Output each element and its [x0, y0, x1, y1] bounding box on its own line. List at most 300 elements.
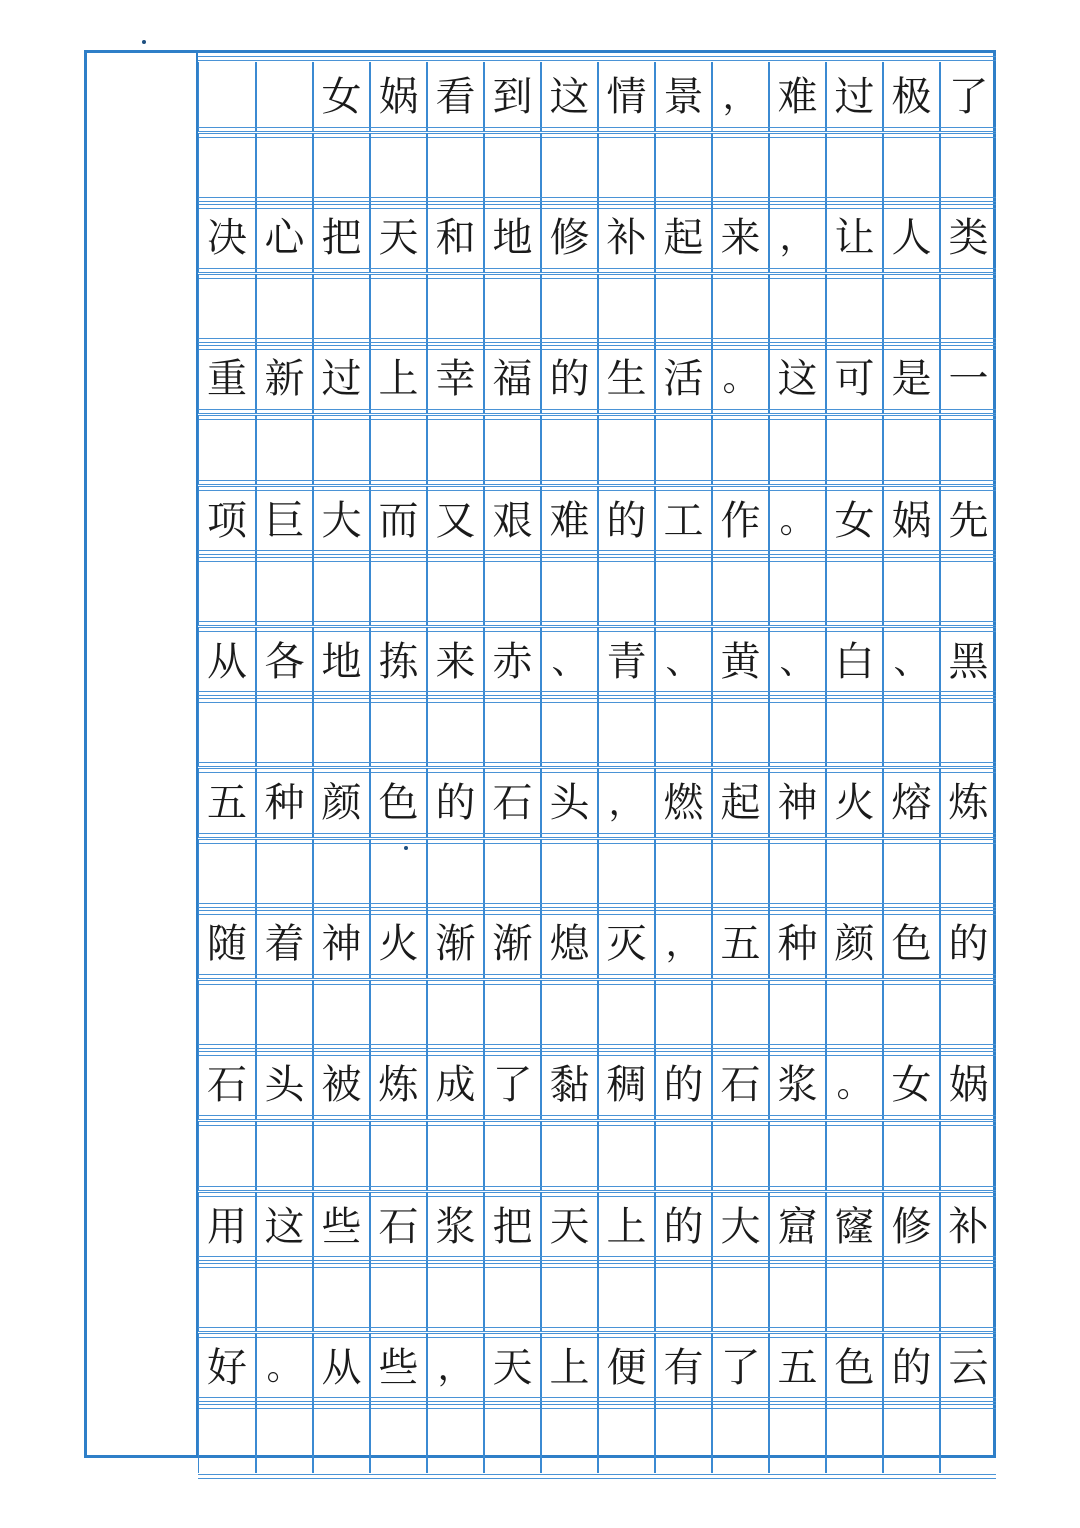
grid-cell — [312, 556, 369, 626]
grid-cell: 浆 — [768, 1050, 825, 1120]
grid-cell: 五 — [768, 1333, 825, 1403]
grid-cell: 石 — [369, 1192, 426, 1262]
writing-row — [198, 627, 996, 697]
grid-cell — [426, 1262, 483, 1332]
grid-cell: 头 — [255, 1050, 312, 1120]
grid-cell — [312, 415, 369, 485]
grid-cell: 上 — [540, 1333, 597, 1403]
grid-cell — [312, 133, 369, 203]
grid-cell: 大 — [711, 1192, 768, 1262]
grid-cell — [540, 556, 597, 626]
grid-cell — [654, 1121, 711, 1191]
grid-cell — [255, 980, 312, 1050]
grid-cell — [312, 839, 369, 909]
grid-cell — [483, 1403, 540, 1473]
grid-cell: 情 — [597, 62, 654, 132]
grid-cell — [426, 697, 483, 767]
grid-cell: 。 — [825, 1050, 882, 1120]
grid-cell — [198, 1121, 255, 1191]
grid-cell — [540, 1262, 597, 1332]
grid-cell: 修 — [540, 203, 597, 273]
grid-cell — [426, 556, 483, 626]
grid-cell: 的 — [939, 909, 996, 979]
grid-cell — [654, 980, 711, 1050]
grid-cell: 燃 — [654, 768, 711, 838]
grid-cell — [312, 980, 369, 1050]
grid-cell: 这 — [540, 62, 597, 132]
grid-cell — [825, 133, 882, 203]
grid-cell: 这 — [768, 344, 825, 414]
grid-cell: ， — [654, 909, 711, 979]
grid-cell — [768, 1121, 825, 1191]
grid-cell — [882, 1403, 939, 1473]
grid-cell: 黄 — [711, 627, 768, 697]
grid-cell — [198, 1403, 255, 1473]
grid-cell: 修 — [882, 1192, 939, 1262]
grid-cell: 一 — [939, 344, 996, 414]
grid-cell — [198, 62, 255, 132]
grid-cell: 成 — [426, 1050, 483, 1120]
grid-cell: 神 — [768, 768, 825, 838]
grid-cell: 生 — [597, 344, 654, 414]
grid-cell — [711, 1262, 768, 1332]
grid-cell: 石 — [711, 1050, 768, 1120]
grid-cell: 工 — [654, 486, 711, 556]
grid-cell: 炼 — [369, 1050, 426, 1120]
grid-cell: 色 — [882, 909, 939, 979]
grid-cell — [198, 133, 255, 203]
grid-cell: 补 — [939, 1192, 996, 1262]
grid-cell — [198, 274, 255, 344]
grid-cell: 好 — [198, 1333, 255, 1403]
grid-cell — [312, 697, 369, 767]
grid-cell: 被 — [312, 1050, 369, 1120]
grid-cell — [597, 1262, 654, 1332]
grid-cell: 类 — [939, 203, 996, 273]
grid-cell: 了 — [483, 1050, 540, 1120]
grid-cell: 看 — [426, 62, 483, 132]
grid-cell: 拣 — [369, 627, 426, 697]
grid-cell: 艰 — [483, 486, 540, 556]
grid-cell: 的 — [654, 1050, 711, 1120]
grid-cell: 从 — [198, 627, 255, 697]
grid-cell: 这 — [255, 1192, 312, 1262]
grid-cell — [198, 697, 255, 767]
grid-cell — [312, 1121, 369, 1191]
grid-cell: 种 — [255, 768, 312, 838]
grid-cell — [597, 133, 654, 203]
grid-cell — [369, 415, 426, 485]
blank-row — [198, 697, 996, 767]
blank-row — [198, 133, 996, 203]
grid-cell: 难 — [540, 486, 597, 556]
grid-cell — [597, 1121, 654, 1191]
grid-cell: 到 — [483, 62, 540, 132]
grid-cell: 人 — [882, 203, 939, 273]
grid-cell: 随 — [198, 909, 255, 979]
grid-cell: 熔 — [882, 768, 939, 838]
grid-cell — [426, 980, 483, 1050]
ink-speck — [142, 40, 146, 44]
grid-cell: 色 — [369, 768, 426, 838]
grid-cell — [939, 839, 996, 909]
grid-cell — [711, 556, 768, 626]
grid-cell — [255, 1403, 312, 1473]
grid-cell: 作 — [711, 486, 768, 556]
grid-cell: 让 — [825, 203, 882, 273]
grid-cell — [369, 274, 426, 344]
grid-cell: 黑 — [939, 627, 996, 697]
grid-cell: 地 — [312, 627, 369, 697]
grid-cell: 石 — [198, 1050, 255, 1120]
grid-cell: 新 — [255, 344, 312, 414]
grid-cell — [540, 697, 597, 767]
grid-cell: 景 — [654, 62, 711, 132]
grid-cell — [540, 415, 597, 485]
grid-cell — [711, 980, 768, 1050]
grid-cell: ， — [768, 203, 825, 273]
grid-cell: 又 — [426, 486, 483, 556]
grid-cell — [825, 274, 882, 344]
grid-cell: 天 — [540, 1192, 597, 1262]
grid-cell: 颜 — [825, 909, 882, 979]
grid-cell — [483, 839, 540, 909]
grid-cell — [597, 556, 654, 626]
grid-cell: 上 — [369, 344, 426, 414]
grid-cell: 了 — [939, 62, 996, 132]
grid-cell: 女 — [312, 62, 369, 132]
grid-cell — [654, 274, 711, 344]
grid-cell — [198, 556, 255, 626]
grid-cell — [255, 133, 312, 203]
grid-cell — [768, 1262, 825, 1332]
grid-cell — [939, 980, 996, 1050]
blank-row — [198, 1262, 996, 1332]
grid-cell: 大 — [312, 486, 369, 556]
grid-cell — [198, 980, 255, 1050]
blank-row — [198, 839, 996, 909]
grid-cell — [825, 697, 882, 767]
grid-cell — [369, 697, 426, 767]
grid-cell — [711, 1403, 768, 1473]
grid-cell — [654, 1403, 711, 1473]
grid-cell — [882, 839, 939, 909]
grid-cell: 把 — [483, 1192, 540, 1262]
writing-row — [198, 486, 996, 556]
grid-cell: 来 — [711, 203, 768, 273]
grid-cell — [597, 415, 654, 485]
grid-cell — [597, 274, 654, 344]
grid-cell — [198, 839, 255, 909]
writing-row — [198, 203, 996, 273]
grid-cell — [768, 980, 825, 1050]
grid-cell — [426, 839, 483, 909]
grid-cell — [540, 133, 597, 203]
grid-cell — [255, 839, 312, 909]
grid-cell: 云 — [939, 1333, 996, 1403]
grid-cell — [540, 1403, 597, 1473]
grid-cell: 决 — [198, 203, 255, 273]
grid-cell: 渐 — [426, 909, 483, 979]
grid-cell: 把 — [312, 203, 369, 273]
writing-row — [198, 1333, 996, 1403]
grid-cell — [768, 274, 825, 344]
grid-cell — [825, 556, 882, 626]
grid-cell — [312, 1262, 369, 1332]
grid-cell: 来 — [426, 627, 483, 697]
grid-cell — [255, 415, 312, 485]
grid-cell: 头 — [540, 768, 597, 838]
grid-cell — [711, 1121, 768, 1191]
grid-cell: 是 — [882, 344, 939, 414]
grid-cell — [882, 1121, 939, 1191]
grid-cell: 有 — [654, 1333, 711, 1403]
grid-cell: 。 — [255, 1333, 312, 1403]
blank-row — [198, 415, 996, 485]
writing-row — [198, 909, 996, 979]
grid-cell — [255, 556, 312, 626]
grid-cell: 灭 — [597, 909, 654, 979]
grid-cell — [540, 980, 597, 1050]
writing-row — [198, 344, 996, 414]
grid-cell: 色 — [825, 1333, 882, 1403]
grid-cell: 娲 — [882, 486, 939, 556]
blank-row — [198, 1121, 996, 1191]
ink-speck — [404, 846, 408, 850]
grid-cell: 天 — [369, 203, 426, 273]
grid-cell — [483, 133, 540, 203]
writing-row — [198, 1050, 996, 1120]
grid-cell: 火 — [369, 909, 426, 979]
writing-row — [198, 62, 996, 132]
grid-cell — [369, 1121, 426, 1191]
grid-cell: 便 — [597, 1333, 654, 1403]
grid-cell: 炼 — [939, 768, 996, 838]
grid-cell — [768, 415, 825, 485]
grid-cell — [654, 556, 711, 626]
grid-cell — [426, 1403, 483, 1473]
blank-row — [198, 980, 996, 1050]
grid-cell — [369, 980, 426, 1050]
grid-cell — [426, 415, 483, 485]
grid-cell: 项 — [198, 486, 255, 556]
grid-cell: 从 — [312, 1333, 369, 1403]
grid-cell: 用 — [198, 1192, 255, 1262]
grid-cell — [825, 415, 882, 485]
grid-cell — [825, 1121, 882, 1191]
grid-cell — [939, 1262, 996, 1332]
grid-cell: 女 — [825, 486, 882, 556]
grid-cell — [198, 415, 255, 485]
grid-cell — [768, 133, 825, 203]
grid-cell — [369, 556, 426, 626]
grid-cell — [882, 556, 939, 626]
grid-cell — [711, 415, 768, 485]
grid-cell: 福 — [483, 344, 540, 414]
grid-cell — [825, 980, 882, 1050]
grid-cell: 难 — [768, 62, 825, 132]
grid-cell — [369, 133, 426, 203]
grid-cell — [825, 1403, 882, 1473]
grid-cell: 颜 — [312, 768, 369, 838]
grid-cell — [483, 274, 540, 344]
grid-cell — [255, 274, 312, 344]
grid-cell — [654, 839, 711, 909]
grid-cell: 白 — [825, 627, 882, 697]
grid-cell — [426, 1121, 483, 1191]
grid-cell: 赤 — [483, 627, 540, 697]
grid-cell — [768, 556, 825, 626]
grid-cell: 火 — [825, 768, 882, 838]
grid-cell: 。 — [768, 486, 825, 556]
grid-cell: 的 — [540, 344, 597, 414]
grid-cell: 的 — [654, 1192, 711, 1262]
grid-cell: 先 — [939, 486, 996, 556]
grid-cell: 熄 — [540, 909, 597, 979]
blank-row — [198, 274, 996, 344]
grid-cell: 和 — [426, 203, 483, 273]
grid-cell: 、 — [654, 627, 711, 697]
grid-cell — [939, 133, 996, 203]
grid-cell — [483, 1121, 540, 1191]
grid-cell — [255, 1262, 312, 1332]
grid-cell: 女 — [882, 1050, 939, 1120]
grid-cell: 的 — [597, 486, 654, 556]
grid-cell: 渐 — [483, 909, 540, 979]
grid-cell: 黏 — [540, 1050, 597, 1120]
grid-cell — [597, 839, 654, 909]
grid-cell — [654, 415, 711, 485]
grid-cell: 补 — [597, 203, 654, 273]
grid-cell — [312, 274, 369, 344]
grid-cell: 神 — [312, 909, 369, 979]
grid-cell — [597, 980, 654, 1050]
grid-cell: 着 — [255, 909, 312, 979]
grid-cell — [483, 1262, 540, 1332]
grid-cell: 过 — [825, 62, 882, 132]
grid-cell: 上 — [597, 1192, 654, 1262]
grid-cell — [939, 1121, 996, 1191]
grid-cell: 幸 — [426, 344, 483, 414]
grid-cell — [939, 556, 996, 626]
grid-cell: 巨 — [255, 486, 312, 556]
grid-cell: 极 — [882, 62, 939, 132]
grid-cell: 娲 — [369, 62, 426, 132]
grid-cell — [882, 1262, 939, 1332]
grid-cell — [882, 980, 939, 1050]
grid-cell — [426, 274, 483, 344]
grid-cell — [654, 697, 711, 767]
grid-cell — [540, 1121, 597, 1191]
grid-cell — [882, 274, 939, 344]
grid-cell — [939, 274, 996, 344]
grid-cell: 些 — [369, 1333, 426, 1403]
grid-cell — [483, 697, 540, 767]
grid-cell: ， — [711, 62, 768, 132]
grid-cell — [711, 133, 768, 203]
grid-cell — [369, 839, 426, 909]
grid-cell — [939, 415, 996, 485]
grid-cell: 过 — [312, 344, 369, 414]
grid-cell: 些 — [312, 1192, 369, 1262]
writing-row — [198, 768, 996, 838]
grid-cell — [483, 980, 540, 1050]
grid-cell — [654, 133, 711, 203]
grid-cell — [597, 1403, 654, 1473]
grid-cell: 地 — [483, 203, 540, 273]
grid-cell: 。 — [711, 344, 768, 414]
grid-cell: 、 — [768, 627, 825, 697]
grid-cell: 重 — [198, 344, 255, 414]
grid-cell — [540, 839, 597, 909]
grid-cell — [312, 1403, 369, 1473]
grid-cell — [825, 1262, 882, 1332]
grid-cell: 稠 — [597, 1050, 654, 1120]
grid-cell: 窿 — [825, 1192, 882, 1262]
grid-cell — [540, 274, 597, 344]
grid-cell: 的 — [882, 1333, 939, 1403]
grid-cell: 浆 — [426, 1192, 483, 1262]
grid-cell: 窟 — [768, 1192, 825, 1262]
grid-cell — [369, 1403, 426, 1473]
grid-cell: 起 — [711, 768, 768, 838]
blank-row — [198, 1403, 996, 1473]
grid-cell: 天 — [483, 1333, 540, 1403]
grid-cell: 起 — [654, 203, 711, 273]
grid-cell — [711, 274, 768, 344]
grid-cell — [483, 556, 540, 626]
grid-cell — [825, 839, 882, 909]
grid-cell: 活 — [654, 344, 711, 414]
grid-cell — [711, 697, 768, 767]
grid-cell — [939, 697, 996, 767]
grid-cell — [255, 697, 312, 767]
writing-row — [198, 1192, 996, 1262]
blank-row — [198, 556, 996, 626]
grid-cell: 可 — [825, 344, 882, 414]
grid-cell — [198, 1262, 255, 1332]
grid-cell — [426, 133, 483, 203]
grid-cell: 五 — [198, 768, 255, 838]
grid-cell — [768, 697, 825, 767]
grid-cell: 五 — [711, 909, 768, 979]
grid-cell: 了 — [711, 1333, 768, 1403]
grid-cell: 青 — [597, 627, 654, 697]
grid-cell — [369, 1262, 426, 1332]
grid-cell: 娲 — [939, 1050, 996, 1120]
grid-cell: 各 — [255, 627, 312, 697]
grid-cell: 石 — [483, 768, 540, 838]
grid-cell: ， — [597, 768, 654, 838]
grid-cell: 心 — [255, 203, 312, 273]
grid-cell: 、 — [882, 627, 939, 697]
grid-cell — [711, 839, 768, 909]
grid-cell: ， — [426, 1333, 483, 1403]
grid-cell — [255, 62, 312, 132]
grid-cell: 的 — [426, 768, 483, 838]
grid-cell — [939, 1403, 996, 1473]
grid-cell: 而 — [369, 486, 426, 556]
grid-cell — [882, 697, 939, 767]
grid-cell — [654, 1262, 711, 1332]
grid-cell — [255, 1121, 312, 1191]
grid-cell — [597, 697, 654, 767]
grid-cell — [882, 133, 939, 203]
grid-cell — [768, 1403, 825, 1473]
grid-cell: 种 — [768, 909, 825, 979]
grid-cell — [882, 415, 939, 485]
grid-cell — [768, 839, 825, 909]
